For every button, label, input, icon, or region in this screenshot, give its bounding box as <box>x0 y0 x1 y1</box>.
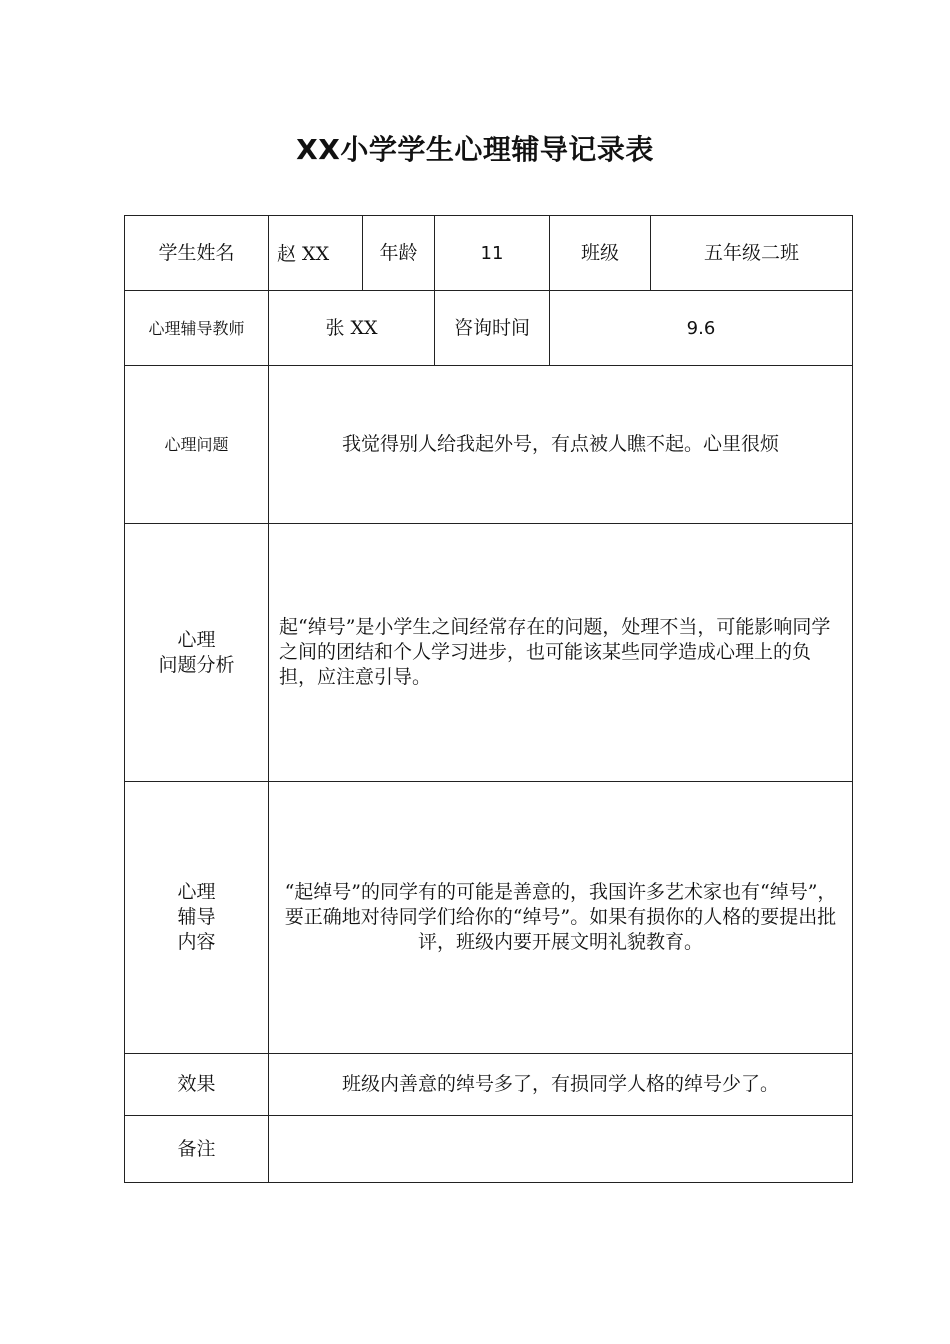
teacher-label: 心理辅导教师 <box>125 291 269 366</box>
consult-time-label: 咨询时间 <box>435 291 550 366</box>
row-student-info <box>125 216 853 291</box>
analysis-text: 起“绰号”是小学生之间经常存在的问题，处理不当，可能影响同学之间的团结和个人学习进步，也可能该某些同学造成心理上的负担，应注意引导。 <box>269 524 853 782</box>
class-value: 五年级二班 <box>651 216 853 291</box>
consult-time-value: 9.6 <box>550 291 853 366</box>
row-counseling-content <box>125 782 853 1054</box>
student-name-label: 学生姓名 <box>125 216 269 291</box>
remarks-text <box>269 1116 853 1183</box>
effect-label: 效果 <box>125 1054 269 1116</box>
effect-text: 班级内善意的绰号多了，有损同学人格的绰号少了。 <box>269 1054 853 1116</box>
row-effect <box>125 1054 853 1116</box>
student-name-value: 赵 XX <box>269 216 363 291</box>
remarks-label: 备注 <box>125 1116 269 1183</box>
problem-text: 我觉得别人给我起外号，有点被人瞧不起。心里很烦 <box>269 366 853 524</box>
counseling-content-text: “起绰号”的同学有的可能是善意的，我国许多艺术家也有“绰号”，要正确地对待同学们给你的“绰号”。如果有损你的人格的要提出批评，班级内要开展文明礼貌教育。 <box>269 782 853 1054</box>
row-remarks <box>125 1116 853 1183</box>
page-title: XX小学学生心理辅导记录表 <box>296 133 654 166</box>
age-label: 年龄 <box>363 216 435 291</box>
teacher-value: 张 XX <box>269 291 435 366</box>
problem-label: 心理问题 <box>125 366 269 524</box>
class-label: 班级 <box>550 216 651 291</box>
analysis-label: 心理 问题分析 <box>125 524 269 782</box>
row-problem <box>125 366 853 524</box>
row-analysis <box>125 524 853 782</box>
record-table <box>124 215 853 1183</box>
age-value: 11 <box>435 216 550 291</box>
row-teacher-info <box>125 291 853 366</box>
counseling-content-label: 心理 辅导 内容 <box>125 782 269 1054</box>
